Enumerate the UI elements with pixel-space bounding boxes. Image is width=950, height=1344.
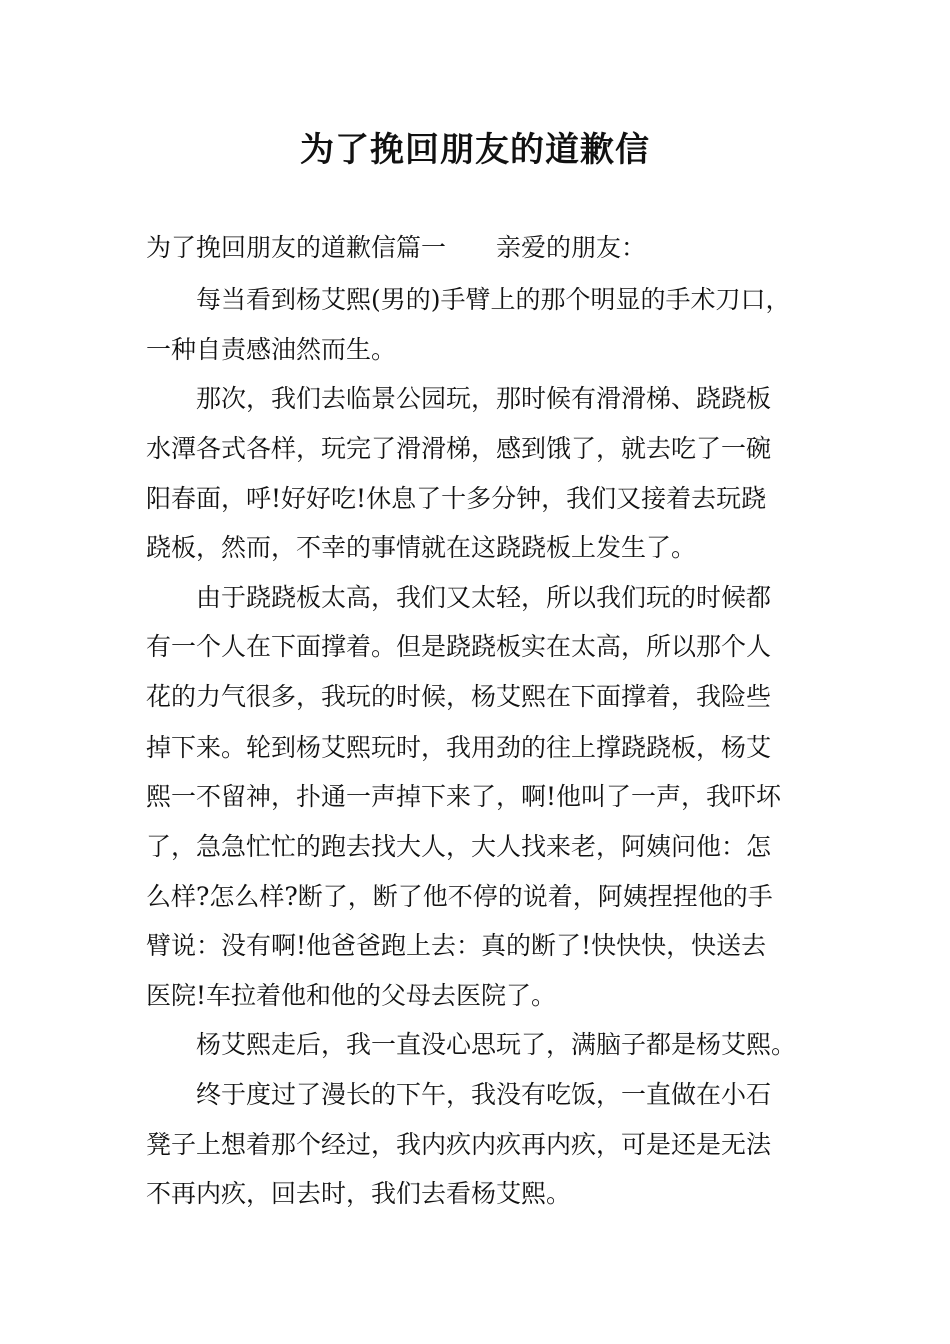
- text-line: 杨艾熙走后，我一直没心思玩了，满脑子都是杨艾熙。: [196, 1030, 797, 1059]
- text-line: 掉下来。轮到杨艾熙玩时，我用劲的往上撑跷跷板，杨艾: [146, 733, 772, 762]
- text-line: 一种自责感油然而生。: [146, 335, 397, 364]
- text-line: 终于度过了漫长的下午，我没有吃饭，一直做在小石: [196, 1080, 772, 1109]
- text-line: 有一个人在下面撑着。但是跷跷板实在太高，所以那个人: [146, 632, 772, 661]
- text-line: 那次，我们去临景公园玩，那时候有滑滑梯、跷跷板: [196, 384, 772, 413]
- text-line: 每当看到杨艾熙(男的)手臂上的那个明显的手术刀口，: [196, 285, 791, 314]
- text-line: 不再内疚，回去时，我们去看杨艾熙。: [146, 1179, 572, 1208]
- text-line: 么样?怎么样?断了，断了他不停的说着，阿姨捏捏他的手: [146, 882, 773, 911]
- text-line: 水潭各式各样，玩完了滑滑梯，感到饿了，就去吃了一碗: [146, 434, 772, 463]
- text-line: 熙一不留神，扑通一声掉下来了，啊!他叫了一声，我吓坏: [146, 782, 782, 811]
- text-line: 了，急急忙忙的跑去找大人，大人找来老，阿姨问他：怎: [146, 832, 772, 861]
- text-line: 臂说：没有啊!他爸爸跑上去：真的断了!快快快，快送去: [146, 931, 767, 960]
- text-line: 阳春面，呼!好好吃!休息了十多分钟，我们又接着去玩跷: [146, 484, 767, 513]
- text-line: 由于跷跷板太高，我们又太轻，所以我们玩的时候都: [196, 583, 772, 612]
- document-title: 为了挽回朋友的道歉信: [300, 130, 650, 170]
- text-line: 凳子上想着那个经过，我内疚内疚再内疚，可是还是无法: [146, 1130, 772, 1159]
- text-line: 为了挽回朋友的道歉信篇一 亲爱的朋友：: [146, 233, 647, 262]
- text-line: 跷板，然而，不幸的事情就在这跷跷板上发生了。: [146, 533, 697, 562]
- text-line: 医院!车拉着他和他的父母去医院了。: [146, 981, 557, 1010]
- text-line: 花的力气很多，我玩的时候，杨艾熙在下面撑着，我险些: [146, 682, 772, 711]
